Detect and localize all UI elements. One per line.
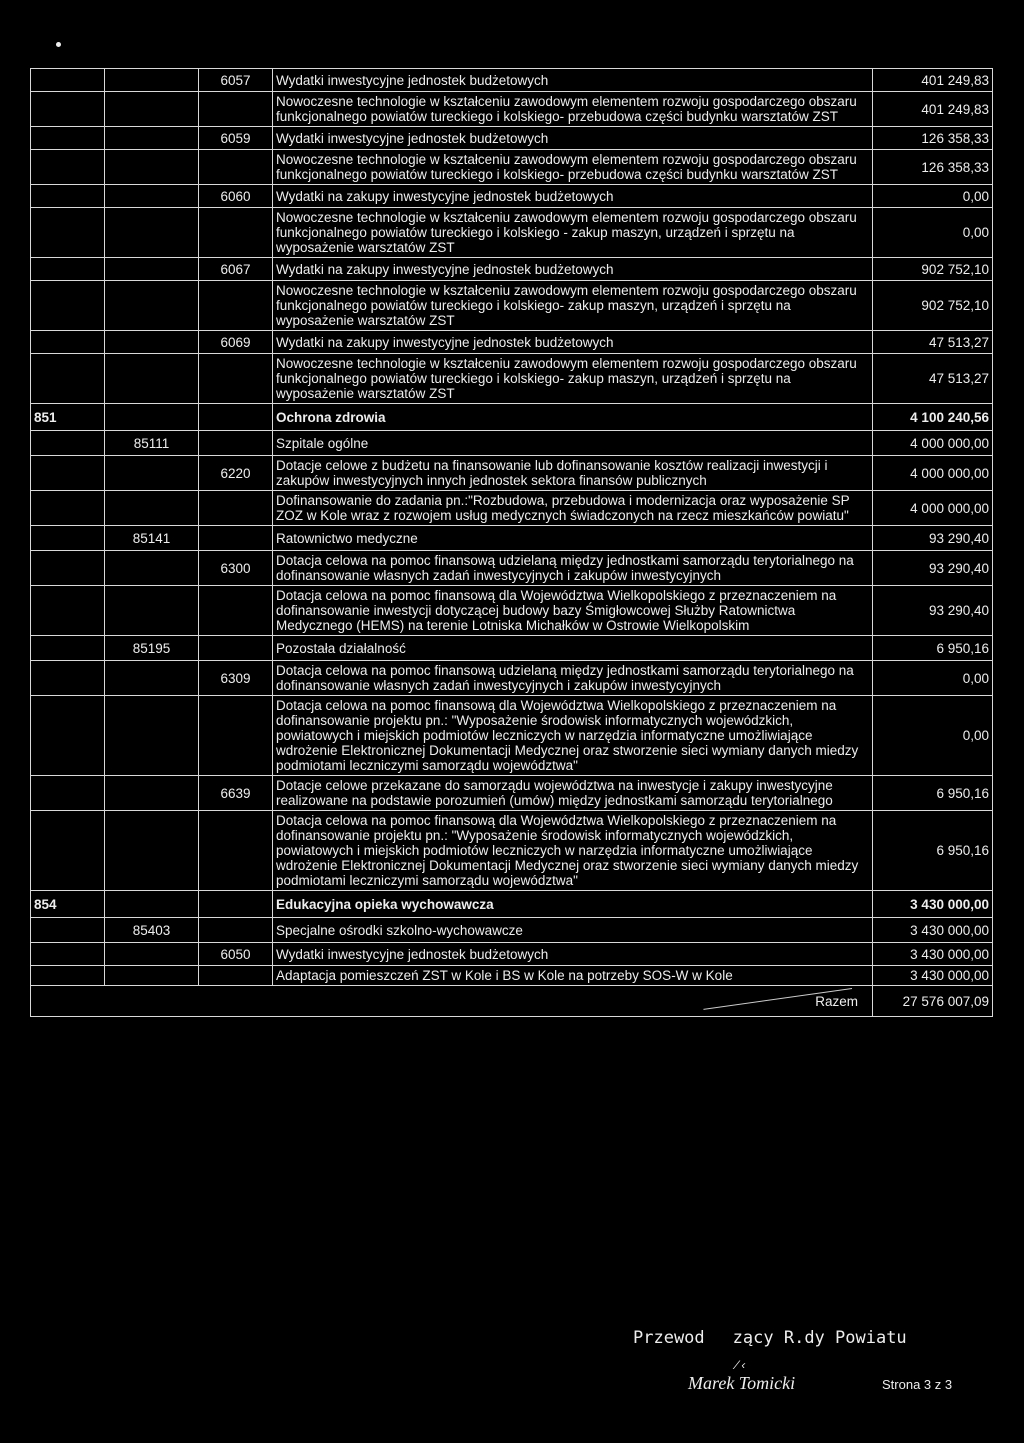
paragraf-cell — [199, 281, 273, 331]
rozdzial-cell — [105, 551, 199, 586]
budget-row-roz — [31, 526, 993, 551]
paragraf-cell — [199, 891, 273, 918]
description-cell: Adaptacja pomieszczeń ZST w Kole i BS w Kole na potrzeby SOS-W w Kole — [273, 966, 873, 986]
description-cell: Wydatki inwestycyjne jednostek budżetowych — [273, 943, 873, 966]
amount-cell: 93 290,40 — [873, 526, 993, 551]
budget-row-det — [31, 696, 993, 776]
dzial-cell — [31, 491, 105, 526]
amount-cell: 0,00 — [873, 661, 993, 696]
budget-row-dzial — [31, 891, 993, 918]
rozdzial-cell — [105, 491, 199, 526]
dzial-cell — [31, 526, 105, 551]
amount-cell: 4 000 000,00 — [873, 431, 993, 456]
description-cell: Dotacja celowa na pomoc finansową dla Województwa Wielkopolskiego z przeznaczeniem na dofinansowanie projektu pn.: "Wyposażenie środowisk informatycznych wojewódzkich, powiatowych i miejskich podmiotów leczniczych w narzędzia informatyczne umożliwiające wdrożenie Elektronicznej Dokumentacji Medycznej oraz stworzenie sieci wymiany danych miedzy podmiotami leczniczymi samorządu województwa" — [273, 811, 873, 891]
paragraf-cell: 6069 — [199, 331, 273, 354]
rozdzial-cell — [105, 258, 199, 281]
description-cell: Dotacja celowa na pomoc finansową udzielaną między jednostkami samorządu terytorialnego na dofinansowanie własnych zadań inwestycyjnych i zakupów inwestycyjnych — [273, 661, 873, 696]
amount-cell: 4 000 000,00 — [873, 491, 993, 526]
paragraf-cell — [199, 586, 273, 636]
budget-row-dzial — [31, 404, 993, 431]
budget-row-par — [31, 69, 993, 92]
amount-cell: 0,00 — [873, 696, 993, 776]
budget-row-det — [31, 551, 993, 586]
amount-cell: 0,00 — [873, 208, 993, 258]
scan-dot — [56, 42, 61, 47]
amount-cell: 3 430 000,00 — [873, 943, 993, 966]
dzial-cell — [31, 551, 105, 586]
budget-row-det — [31, 150, 993, 185]
signature-title-part-a: Przewod — [633, 1328, 705, 1348]
rozdzial-cell — [105, 811, 199, 891]
budget-row-det — [31, 966, 993, 986]
signature-title-part-b: zący R. — [732, 1328, 805, 1348]
dzial-cell — [31, 456, 105, 491]
dzial-cell — [31, 127, 105, 150]
amount-cell: 3 430 000,00 — [873, 966, 993, 986]
rozdzial-cell — [105, 943, 199, 966]
budget-row-par — [31, 943, 993, 966]
dzial-cell: 854 — [31, 891, 105, 918]
budget-row-det — [31, 456, 993, 491]
rozdzial-cell: 85111 — [105, 431, 199, 456]
description-cell: Specjalne ośrodki szkolno-wychowawcze — [273, 918, 873, 943]
amount-cell: 93 290,40 — [873, 586, 993, 636]
description-cell: Dotacje celowe z budżetu na finansowanie lub dofinansowanie kosztów realizacji inwestycji i zakupów inwestycyjnych innych jednostek sektora finansów publicznych — [273, 456, 873, 491]
description-cell: Nowoczesne technologie w kształceniu zawodowym elementem rozwoju gospodarczego obszaru funkcjonalnego powiatów tureckiego i kolskiego - zakup maszyn, urządzeń i sprzętu na wyposażenie warsztatów ZST — [273, 208, 873, 258]
amount-cell: 0,00 — [873, 185, 993, 208]
description-cell: Nowoczesne technologie w kształceniu zawodowym elementem rozwoju gospodarczego obszaru funkcjonalnego powiatów tureckiego i kolskiego- zakup maszyn, urządzeń i sprzętu na wyposażenie warsztatów ZST — [273, 281, 873, 331]
rozdzial-cell — [105, 208, 199, 258]
rozdzial-cell — [105, 586, 199, 636]
budget-row-det — [31, 811, 993, 891]
budget-row-roz — [31, 431, 993, 456]
description-cell: Wydatki inwestycyjne jednostek budżetowych — [273, 127, 873, 150]
budget-row-par — [31, 258, 993, 281]
description-cell: Nowoczesne technologie w kształceniu zawodowym elementem rozwoju gospodarczego obszaru funkcjonalnego powiatów tureckiego i kolskiego- przebudowa części budynku warsztatów ZST — [273, 92, 873, 127]
budget-row-det — [31, 208, 993, 258]
paragraf-cell — [199, 431, 273, 456]
rozdzial-cell — [105, 69, 199, 92]
rozdzial-cell: 85403 — [105, 918, 199, 943]
description-cell: Dofinansowanie do zadania pn.:"Rozbudowa, przebudowa i modernizacja oraz wyposażenie SP ZOZ w Kole wraz z rozwojem usług medycznych świadczonych na rzecz mieszkańców powiatu" — [273, 491, 873, 526]
total-label-cell — [31, 986, 873, 1017]
description-cell: Wydatki inwestycyjne jednostek budżetowych — [273, 69, 873, 92]
rozdzial-cell — [105, 966, 199, 986]
amount-cell: 47 513,27 — [873, 354, 993, 404]
budget-row-det — [31, 586, 993, 636]
description-cell: Nowoczesne technologie w kształceniu zawodowym elementem rozwoju gospodarczego obszaru funkcjonalnego powiatów tureckiego i kolskiego- przebudowa części budynku warsztatów ZST — [273, 150, 873, 185]
description-cell: Edukacyjna opieka wychowawcza — [273, 891, 873, 918]
paragraf-cell — [199, 918, 273, 943]
rozdzial-cell — [105, 185, 199, 208]
budget-row-roz — [31, 918, 993, 943]
dzial-cell — [31, 636, 105, 661]
rozdzial-cell — [105, 404, 199, 431]
description-cell: Ochrona zdrowia — [273, 404, 873, 431]
description-cell: Dotacja celowa na pomoc finansową udzielaną między jednostkami samorządu terytorialnego na dofinansowanie własnych zadań inwestycyjnych i zakupów inwestycyjnych — [273, 551, 873, 586]
page-number: Strona 3 z 3 — [882, 1377, 953, 1392]
dzial-cell — [31, 354, 105, 404]
dzial-cell — [31, 431, 105, 456]
dzial-cell — [31, 696, 105, 776]
rozdzial-cell — [105, 281, 199, 331]
paragraf-cell — [199, 92, 273, 127]
paragraf-cell: 6639 — [199, 776, 273, 811]
dzial-cell — [31, 586, 105, 636]
budget-row-det — [31, 92, 993, 127]
budget-row-roz — [31, 636, 993, 661]
paragraf-cell — [199, 966, 273, 986]
paragraf-cell — [199, 696, 273, 776]
rozdzial-cell — [105, 92, 199, 127]
description-cell: Wydatki na zakupy inwestycyjne jednostek budżetowych — [273, 331, 873, 354]
paragraf-cell: 6050 — [199, 943, 273, 966]
budget-row-par — [31, 185, 993, 208]
paragraf-cell: 6220 — [199, 456, 273, 491]
amount-cell: 6 950,16 — [873, 636, 993, 661]
dzial-cell — [31, 150, 105, 185]
dzial-cell — [31, 776, 105, 811]
amount-cell: 4 100 240,56 — [873, 404, 993, 431]
dzial-cell — [31, 661, 105, 696]
total-label: Razem — [815, 993, 858, 1009]
amount-cell: 902 752,10 — [873, 258, 993, 281]
budget-table-body — [31, 69, 993, 986]
rozdzial-cell — [105, 661, 199, 696]
rozdzial-cell — [105, 354, 199, 404]
rozdzial-cell: 85141 — [105, 526, 199, 551]
rozdzial-cell — [105, 776, 199, 811]
budget-row-par — [31, 127, 993, 150]
budget-row-det — [31, 281, 993, 331]
total-amount: 27 576 007,09 — [873, 986, 993, 1017]
description-cell: Pozostała działalność — [273, 636, 873, 661]
rozdzial-cell — [105, 696, 199, 776]
dzial-cell — [31, 966, 105, 986]
signature-title — [633, 1328, 907, 1348]
amount-cell: 4 000 000,00 — [873, 456, 993, 491]
budget-table — [30, 68, 993, 1017]
total-row — [31, 986, 993, 1017]
dzial-cell: 851 — [31, 404, 105, 431]
paragraf-cell: 6067 — [199, 258, 273, 281]
amount-cell: 93 290,40 — [873, 551, 993, 586]
signature-name: Marek Tomicki — [688, 1373, 796, 1393]
paragraf-cell — [199, 404, 273, 431]
dzial-cell — [31, 185, 105, 208]
budget-row-det — [31, 661, 993, 696]
amount-cell: 126 358,33 — [873, 127, 993, 150]
paragraf-cell: 6057 — [199, 69, 273, 92]
dzial-cell — [31, 258, 105, 281]
description-cell: Dotacja celowa na pomoc finansową dla Województwa Wielkopolskiego z przeznaczeniem na dofinansowanie inwestycji dotyczącej budowy bazy Śmigłowcowej Służby Ratownictwa Medycznego (HEMS) na terenie Lotniska Michałków w Ostrowie Wielkopolskim — [273, 586, 873, 636]
amount-cell: 3 430 000,00 — [873, 918, 993, 943]
budget-row-det — [31, 354, 993, 404]
paragraf-cell — [199, 811, 273, 891]
description-cell: Wydatki na zakupy inwestycyjne jednostek budżetowych — [273, 258, 873, 281]
dzial-cell — [31, 331, 105, 354]
rozdzial-cell — [105, 150, 199, 185]
dzial-cell — [31, 811, 105, 891]
description-cell: Wydatki na zakupy inwestycyjne jednostek budżetowych — [273, 185, 873, 208]
amount-cell: 401 249,83 — [873, 92, 993, 127]
paragraf-cell — [199, 636, 273, 661]
amount-cell: 3 430 000,00 — [873, 891, 993, 918]
rozdzial-cell — [105, 456, 199, 491]
rozdzial-cell — [105, 127, 199, 150]
description-cell: Nowoczesne technologie w kształceniu zawodowym elementem rozwoju gospodarczego obszaru funkcjonalnego powiatów tureckiego i kolskiego- zakup maszyn, urządzeń i sprzętu na wyposażenie warsztatów ZST — [273, 354, 873, 404]
amount-cell: 902 752,10 — [873, 281, 993, 331]
budget-row-det — [31, 776, 993, 811]
amount-cell: 6 950,16 — [873, 811, 993, 891]
dzial-cell — [31, 208, 105, 258]
signature-marks: ⁄ ‹ — [736, 1358, 746, 1372]
amount-cell: 47 513,27 — [873, 331, 993, 354]
paragraf-cell — [199, 208, 273, 258]
paragraf-cell: 6059 — [199, 127, 273, 150]
dzial-cell — [31, 943, 105, 966]
description-cell: Szpitale ogólne — [273, 431, 873, 456]
paragraf-cell — [199, 526, 273, 551]
dzial-cell — [31, 281, 105, 331]
paragraf-cell: 6060 — [199, 185, 273, 208]
dzial-cell — [31, 69, 105, 92]
rozdzial-cell: 85195 — [105, 636, 199, 661]
description-cell: Dotacje celowe przekazane do samorządu województwa na inwestycje i zakupy inwestycyjne realizowane na podstawie porozumień (umów) między jednostkami samorządu terytorialnego — [273, 776, 873, 811]
paragraf-cell: 6309 — [199, 661, 273, 696]
dzial-cell — [31, 918, 105, 943]
paragraf-cell: 6300 — [199, 551, 273, 586]
rozdzial-cell — [105, 891, 199, 918]
signature-title-part-c: dy Powiatu — [804, 1328, 907, 1348]
amount-cell: 6 950,16 — [873, 776, 993, 811]
rozdzial-cell — [105, 331, 199, 354]
amount-cell: 401 249,83 — [873, 69, 993, 92]
budget-row-det — [31, 491, 993, 526]
paragraf-cell — [199, 354, 273, 404]
budget-row-par — [31, 331, 993, 354]
description-cell: Dotacja celowa na pomoc finansową dla Województwa Wielkopolskiego z przeznaczeniem na dofinansowanie projektu pn.: "Wyposażenie środowisk informatycznych wojewódzkich, powiatowych i miejskich podmiotów leczniczych w narzędzia informatyczne umożliwiające wdrożenie Elektronicznej Dokumentacji Medycznej oraz stworzenie sieci wymiany danych miedzy podmiotami leczniczymi samorządu województwa" — [273, 696, 873, 776]
amount-cell: 126 358,33 — [873, 150, 993, 185]
paragraf-cell — [199, 491, 273, 526]
dzial-cell — [31, 92, 105, 127]
description-cell: Ratownictwo medyczne — [273, 526, 873, 551]
paragraf-cell — [199, 150, 273, 185]
